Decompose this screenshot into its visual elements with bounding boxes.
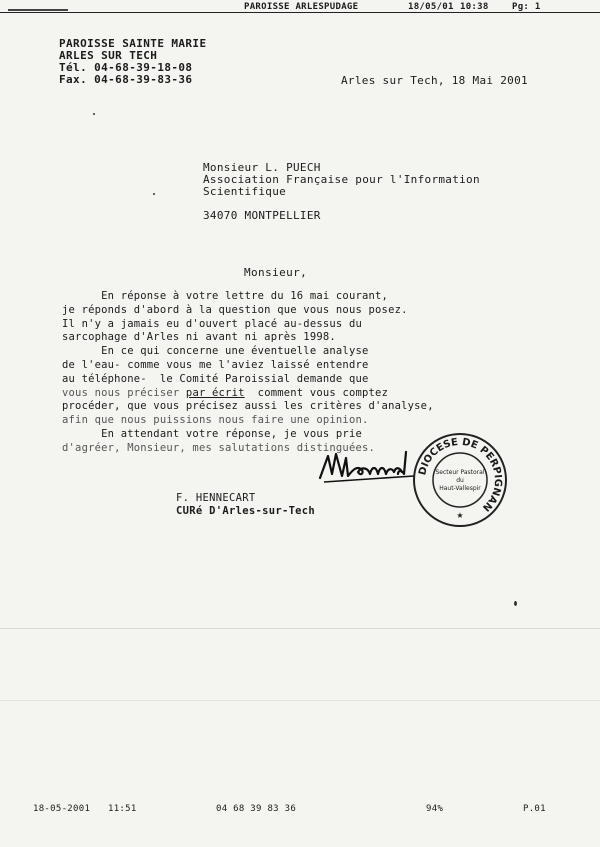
stamp-ring-text: DIOCESE DE PERPIGNAN xyxy=(417,436,504,514)
letterhead-parish: PAROISSE SAINTE MARIE xyxy=(59,37,207,50)
body-line: En ce qui concerne une éventuelle analyse xyxy=(62,345,369,358)
diocese-stamp xyxy=(412,432,508,528)
fax-header-time: 10:38 xyxy=(460,2,489,12)
stamp-center-line3: Haut-Vallespir xyxy=(439,485,481,492)
place-date: Arles sur Tech, 18 Mai 2001 xyxy=(341,74,528,87)
body-line: au téléphone- le Comité Paroissial demande que xyxy=(62,372,369,385)
footer-date: 18-05-2001 xyxy=(33,804,91,814)
fax-header-mark xyxy=(8,9,68,11)
body-line: En réponse à votre lettre du 16 mai courant, xyxy=(62,290,389,302)
body-line: En attendant votre réponse, je vous prie xyxy=(62,427,362,440)
body-line: d'agréer, Monsieur, mes salutations distinguées. xyxy=(62,441,376,454)
scan-artifact-line xyxy=(0,628,600,629)
body-line: de l'eau- comme vous me l'aviez laissé entendre xyxy=(62,358,369,371)
recipient-city: 34070 MONTPELLIER xyxy=(203,209,321,222)
recipient-address xyxy=(203,162,480,222)
footer-quality: 94% xyxy=(426,804,444,814)
fax-header-sender: PAROISSE ARLESPUDAGE xyxy=(244,2,359,12)
letterhead-phone: Tél. 04-68-39-18-08 xyxy=(59,61,193,74)
recipient-org-line1: Association Française pour l'Information xyxy=(203,173,480,186)
letterhead-fax: Fax. 04-68-39-83-36 xyxy=(59,73,193,86)
letterhead xyxy=(59,38,206,86)
salutation: Monsieur, xyxy=(244,266,308,279)
body-line: sarcophage d'Arles ni avant ni après 1998. xyxy=(62,331,336,344)
speck xyxy=(93,113,95,115)
footer-time: 11:51 xyxy=(108,804,137,814)
signer-title: CURé D'Arles-sur-Tech xyxy=(176,505,316,517)
fax-header-page: Pg: 1 xyxy=(512,2,541,12)
body-line xyxy=(62,387,562,401)
stamp-center-line2: du xyxy=(456,477,464,484)
letter-body xyxy=(62,290,562,456)
body-fragment: vous nous préciser xyxy=(62,386,186,399)
handwritten-signature xyxy=(318,448,418,488)
fax-header-date: 18/05/01 xyxy=(408,2,454,12)
footer-page: P.01 xyxy=(523,804,546,814)
footer-number: 04 68 39 83 36 xyxy=(216,804,297,814)
body-line: je réponds d'abord à la question que vous nous posez. xyxy=(62,303,408,316)
recipient-name: Monsieur L. PUECH xyxy=(203,161,321,174)
stamp-center-line1: Secteur Pastoral xyxy=(435,469,485,476)
scan-artifact-line xyxy=(0,700,600,701)
signer-block xyxy=(176,492,315,518)
recipient-org-line2: Scientifique xyxy=(203,185,287,198)
fax-header-rule xyxy=(0,12,600,13)
body-fragment: comment vous comptez xyxy=(244,386,389,399)
underlined-phrase: par écrit xyxy=(185,386,245,399)
stamp-star-icon: ★ xyxy=(456,511,464,520)
body-line: procéder, que vous précisez aussi les critères d'analyse, xyxy=(62,400,434,413)
speck xyxy=(514,601,517,606)
letterhead-town: ARLES SUR TECH xyxy=(59,49,158,62)
speck xyxy=(153,193,155,195)
signer-name: F. HENNECART xyxy=(176,492,256,504)
body-line: afin que nous puissions nous faire une opinion. xyxy=(62,414,369,427)
body-line: Il n'y a jamais eu d'ouvert placé au-dessus du xyxy=(62,317,362,330)
